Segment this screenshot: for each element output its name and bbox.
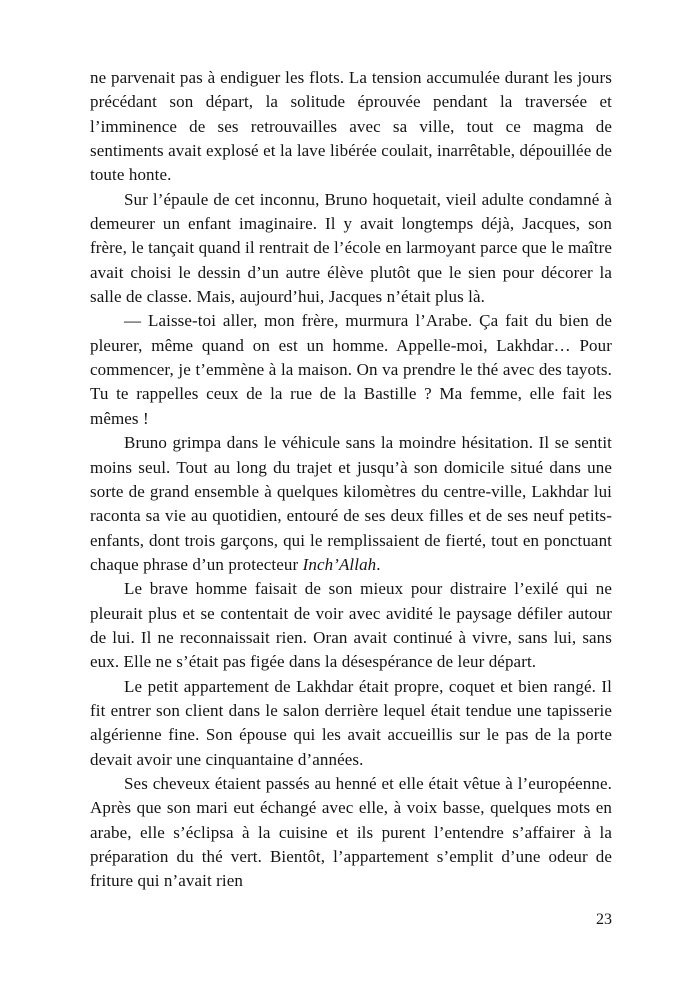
italic-text: Inch’Allah: [302, 554, 377, 574]
paragraph: [90, 675, 612, 772]
page-number: 23: [596, 911, 612, 928]
text-segment: ne parvenait pas à endiguer les flots. La tension accumulée durant les jours précédant son départ, la solitude éprouvée pendant la traversée et l’imminence de ses retrouvailles avec sa ville, tout ce magma de sentiments avait explosé et la lave libérée coulait, inarrêtable, dépouillée de toute honte.: [90, 68, 612, 185]
paragraph: [90, 772, 612, 894]
text-segment: Sur l’épaule de cet inconnu, Bruno hoquetait, vieil adulte condamné à demeurer un enfant imaginaire. Il y avait longtemps déjà, Jacques, son frère, le tançait quand il rentrait de l’école en larmoyant parce que le maître avait choisi le dessin d’un autre élève plutôt que le sien pour décorer la salle de classe. Mais, aujourd’hui, Jacques n’était plus là.: [90, 189, 612, 307]
paragraph: [90, 577, 612, 674]
paragraph: [90, 309, 612, 431]
paragraph: [90, 66, 612, 188]
page-text: [90, 66, 612, 894]
text-segment: Ses cheveux étaient passés au henné et elle était vêtue à l’européenne. Après que son mari eut échangé avec elle, à voix basse, quelques mots en arabe, elle s’éclipsa à la cuisine et ils purent l’entendre s’affairer à la préparation du thé vert. Bientôt, l’appartement s’emplit d’une odeur de friture qui n’avait rien: [90, 773, 612, 891]
paragraph: [90, 188, 612, 310]
text-segment: Le brave homme faisait de son mieux pour distraire l’exilé qui ne pleurait plus et se contentait de voir avec avidité le paysage défiler autour de lui. Il ne reconnaissait rien. Oran avait continué à vivre, sans lui, sans eux. Elle ne s’était pas figée dans la désespérance de leur départ.: [90, 579, 612, 672]
text-segment: .: [376, 554, 381, 574]
paragraph: [90, 431, 612, 577]
text-segment: Le petit appartement de Lakhdar était propre, coquet et bien rangé. Il fit entrer son client dans le salon derrière lequel était tendue une tapisserie algérienne fine. Son épouse qui les avait accueillis sur le pas de la porte devait avoir une cinquantaine d’années.: [90, 676, 612, 769]
text-segment: Bruno grimpa dans le véhicule sans la moindre hésitation. Il se sentit moins seul. Tout au long du trajet et jusqu’à son domicile situé dans une sorte de grand ensemble à quelques kilomètres du centre-ville, Lakhdar lui raconta sa vie au quotidien, entouré de ses deux filles et de ses neuf petits-enfants, dont trois garçons, qui le remplissaient de fierté, tout en ponctuant chaque phrase d’un protecteur: [90, 433, 612, 574]
text-segment: — Laisse-toi aller, mon frère, murmura l’Arabe. Ça fait du bien de pleurer, même quand on est un homme. Appelle-moi, Lakhdar… Pour commencer, je t’emmène à la maison. On va prendre le thé avec des tayots. Tu te rappelles ceux de la rue de la Bastille ? Ma femme, elle fait les mêmes !: [90, 311, 612, 428]
